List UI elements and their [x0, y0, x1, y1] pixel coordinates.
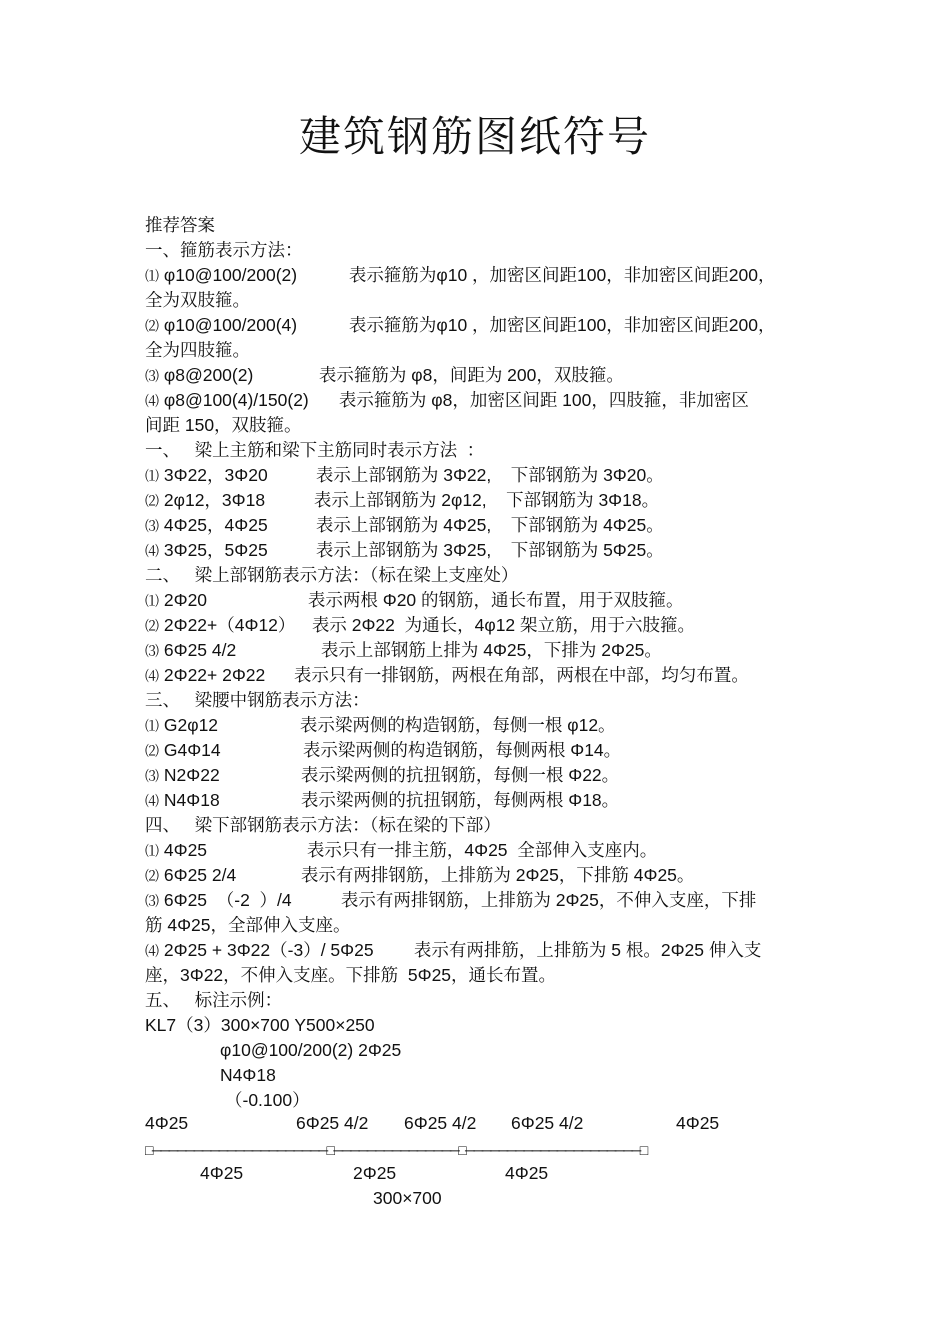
list-item: ⑶ 4Φ25，4Φ25 表示上部钢筋为 4Φ25, 下部钢筋为 4Φ25。: [145, 515, 664, 535]
list-item: ⑴ 3Φ22，3Φ20 表示上部钢筋为 3Φ22, 下部钢筋为 3Φ20。: [145, 465, 664, 485]
list-item: ⑴ 4Φ25 表示只有一排主筋，4Φ25 全部伸入支座内。: [145, 840, 658, 860]
list-item: ⑶ N2Φ22 表示梁两侧的抗扭钢筋，每侧一根 Φ22。: [145, 765, 620, 785]
beam-top-label: 6Φ25 4/2: [404, 1113, 477, 1133]
list-item: ⑵ φ10@100/200(4) 表示箍筋为φ10 ，加密区间距100，非加密区间距200，: [145, 315, 776, 335]
beam-section-size: 300×700: [373, 1188, 442, 1208]
list-item: ⑵ 6Φ25 2/4 表示有两排钢筋，上排筋为 2Φ25，下排筋 4Φ25。: [145, 865, 695, 885]
section-heading-bottom-rebar: 四、 梁下部钢筋表示方法：（标在梁的下部）: [145, 815, 501, 835]
list-item-continuation: 间距 150，双肢箍。: [145, 415, 302, 435]
list-item: ⑴ 2Φ20 表示两根 Φ20 的钢筋，通长布置，用于双肢箍。: [145, 590, 684, 610]
beam-bottom-label: 2Φ25: [353, 1163, 397, 1183]
list-item: ⑷ 2Φ22+ 2Φ22 表示只有一排钢筋，两根在角部，两根在中部，均匀布置。: [145, 665, 749, 685]
beam-bottom-labels: [145, 1163, 810, 1188]
list-item: ⑶ 6Φ25 4/2 表示上部钢筋上排为 4Φ25，下排为 2Φ25。: [145, 640, 662, 660]
beam-section-label: [145, 1188, 810, 1213]
beam-top-label: 4Φ25: [676, 1113, 720, 1133]
list-item-continuation: 筋 4Φ25，全部伸入支座。: [145, 915, 351, 935]
list-item: ⑶ φ8@200(2) 表示箍筋为 φ8，间距为 200，双肢箍。: [145, 365, 624, 385]
list-item: ⑷ 3Φ25，5Φ25 表示上部钢筋为 3Φ25, 下部钢筋为 5Φ25。: [145, 540, 664, 560]
document-title: 建筑钢筋图纸符号: [298, 112, 651, 161]
list-item-continuation: 全为四肢箍。: [145, 340, 250, 360]
beam-top-label: 6Φ25 4/2: [511, 1113, 584, 1133]
example-stirrup: φ10@100/200(2) 2Φ25: [220, 1040, 402, 1060]
beam-top-labels: [145, 1113, 810, 1138]
section-heading-waist-rebar: 三、 梁腰中钢筋表示方法：: [145, 690, 370, 710]
list-item-continuation: 全为双肢箍。: [145, 290, 250, 310]
list-item: ⑷ φ8@100(4)/150(2) 表示箍筋为 φ8，加密区间距 100，四肢箍，非加密区: [145, 390, 749, 410]
beam-top-label: 6Φ25 4/2: [296, 1113, 369, 1133]
list-item: ⑷ 2Φ25 + 3Φ22（-3）/ 5Φ25 表示有两排筋，上排筋为 5 根。2Φ25 伸入支: [145, 940, 762, 960]
list-item: ⑵ G4Φ14 表示梁两侧的构造钢筋，每侧两根 Φ14。: [145, 740, 622, 760]
beam-bottom-label: 4Φ25: [200, 1163, 244, 1183]
beam-bottom-label: 4Φ25: [505, 1163, 549, 1183]
list-item: ⑷ N4Φ18 表示梁两侧的抗扭钢筋，每侧两根 Φ18。: [145, 790, 620, 810]
section-heading-stirrup: 一、箍筋表示方法：: [145, 240, 303, 260]
beam-line: □─────────────────────□───────────────□─────────────────────□: [145, 1142, 647, 1158]
list-item: ⑵ 2Φ22+（4Φ12） 表示 2Φ22 为通长，4φ12 架立筋，用于六肢箍。: [145, 615, 696, 635]
section-heading-top-bottom: 一、 梁上主筋和梁下主筋同时表示方法 ：: [145, 440, 485, 460]
section-heading-example: 五、 标注示例：: [145, 990, 283, 1010]
document-body: [145, 213, 810, 1213]
list-item: ⑴ φ10@100/200(2) 表示箍筋为φ10 ，加密区间距100，非加密区间距200，: [145, 265, 776, 285]
section-heading-top-rebar: 二、 梁上部钢筋表示方法：（标在梁上支座处）: [145, 565, 519, 585]
list-item: ⑶ 6Φ25 （-2 ）/4 表示有两排钢筋，上排筋为 2Φ25，不伸入支座，下排: [145, 890, 757, 910]
example-torsion: N4Φ18: [220, 1065, 276, 1085]
answer-header: 推荐答案: [145, 215, 215, 235]
list-item: ⑴ G2φ12 表示梁两侧的构造钢筋，每侧一根 φ12。: [145, 715, 616, 735]
list-item: ⑵ 2φ12，3Φ18 表示上部钢筋为 2φ12, 下部钢筋为 3Φ18。: [145, 490, 660, 510]
list-item-continuation: 座，3Φ22，不伸入支座。下排筋 5Φ25，通长布置。: [145, 965, 557, 985]
example-beam-id: KL7（3）300×700 Y500×250: [145, 1015, 375, 1035]
example-elevation: （-0.100）: [225, 1090, 310, 1110]
beam-top-label: 4Φ25: [145, 1113, 189, 1133]
